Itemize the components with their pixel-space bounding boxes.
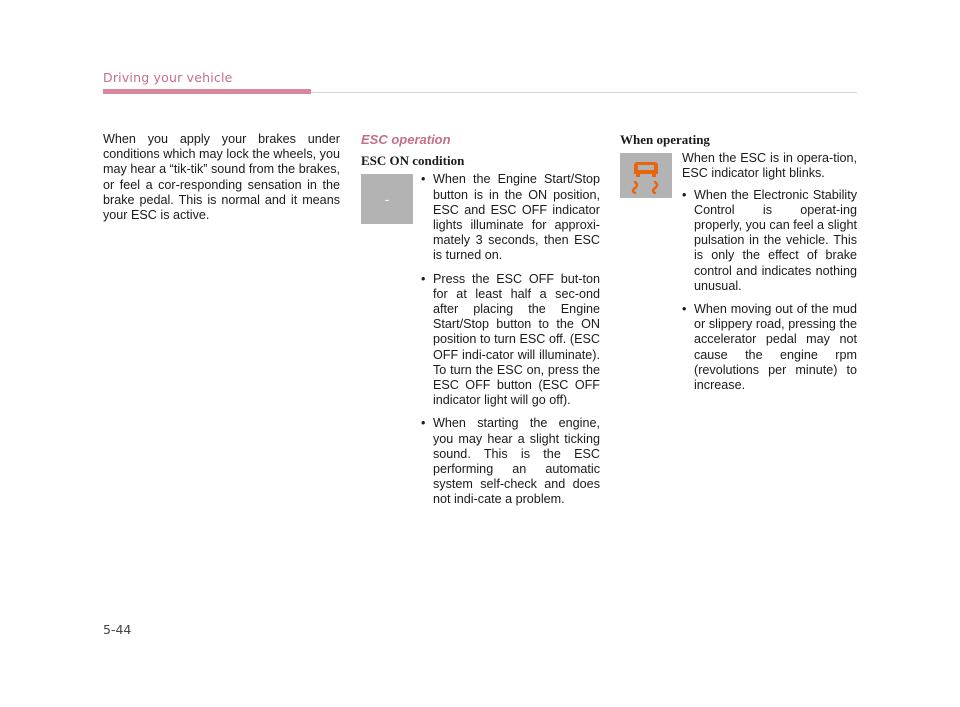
esc-on-condition-heading: ESC ON condition <box>361 153 465 169</box>
esc-on-indicator-row <box>361 172 600 515</box>
esc-on-bullets-block <box>421 172 600 515</box>
placeholder-dash: - <box>384 190 390 207</box>
list-item <box>421 272 600 409</box>
bullet-text: When starting the engine, you may hear a slight ticking sound. This is the ESC performing an automatic system self-check and does not indi-cate a problem. <box>433 416 600 507</box>
bullet-dot: • <box>682 187 687 202</box>
esc-active-text-block <box>682 151 857 401</box>
header-accent-bar <box>103 89 311 94</box>
braking-paragraph: When you apply your brakes under conditions which may lock the wheels, you may hear a “tik-tik” sound from the brakes, or feel a cor-responding sensation in the brake pedal. This is normal and it means your ESC is active. <box>103 132 340 223</box>
esc-active-indicator-row <box>620 151 857 401</box>
esc-on-bullet-list <box>421 172 600 507</box>
page-number: 5-44 <box>103 622 132 637</box>
list-item <box>682 302 857 393</box>
list-item <box>421 172 600 263</box>
esc-operation-heading: ESC operation <box>361 132 451 147</box>
bullet-text: When the Electronic Stability Control is operat-ing properly, you can feel a slight pulsation in the vehicle. This is only the effect of brake control and indicates nothing unusual. <box>694 187 857 293</box>
list-item <box>421 416 600 507</box>
list-item <box>682 188 857 294</box>
when-operating-heading: When operating <box>620 132 710 147</box>
esc-skid-car-icon <box>629 158 663 194</box>
column-esc-operation <box>361 132 600 516</box>
esc-indicator-image <box>620 153 672 198</box>
section-title: Driving your vehicle <box>103 70 233 85</box>
esc-active-bullet-list <box>682 188 857 394</box>
column-braking-note <box>103 132 340 223</box>
bullet-dot: • <box>421 172 426 187</box>
bullet-text: When moving out of the mud or slippery road, pressing the accelerator pedal may not cause the engine rpm (revolutions per minute) to increase. <box>694 302 857 393</box>
bullet-text: When the Engine Start/Stop button is in the ON position, ESC and ESC OFF indicator lights illuminate for approxi-mately 3 seconds, then ESC is turned on. <box>433 172 600 263</box>
bullet-dot: • <box>421 271 426 286</box>
bullet-dot: • <box>682 302 687 317</box>
esc-active-intro: When the ESC is in opera-tion, ESC indicator light blinks. <box>682 151 857 181</box>
bullet-text: Press the ESC OFF but-ton for at least half a sec-ond after placing the Engine Start/Stop button to the ON position to turn ESC off. (ESC OFF indi-cator will illuminate). To turn the ESC on, press the ESC OFF button (ESC OFF indicator light will go off). <box>433 271 600 408</box>
header-rule <box>311 92 857 93</box>
indicator-placeholder-image <box>361 174 413 224</box>
column-when-operating <box>620 132 857 401</box>
bullet-dot: • <box>421 416 426 431</box>
